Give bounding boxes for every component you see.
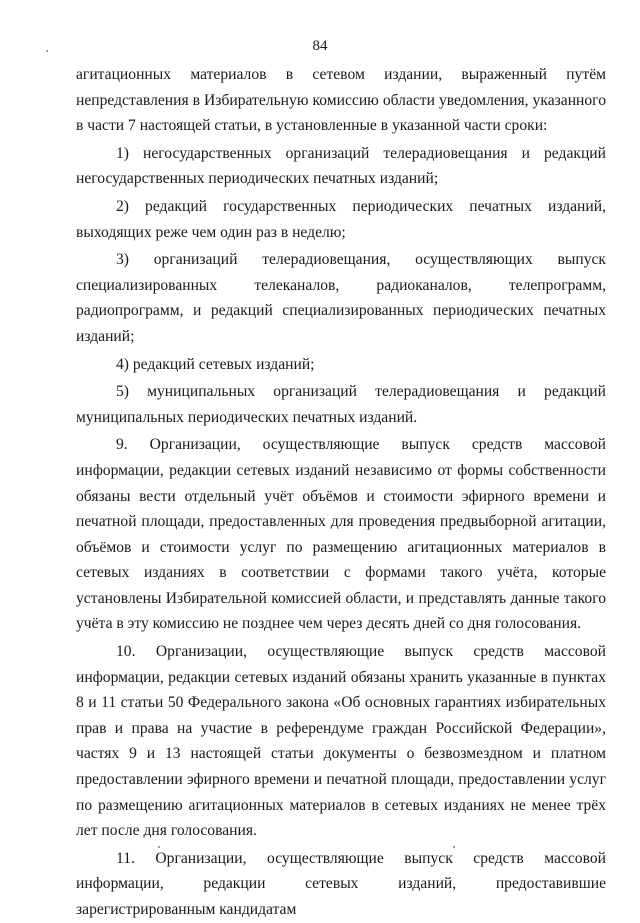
scan-speck [158, 846, 160, 848]
document-body [76, 62, 606, 923]
scan-speck [46, 50, 48, 52]
page-number: 84 [312, 38, 328, 54]
paragraph-10: 10. Организации, осуществляющие выпуск средств массовой информации, редакции сетевых изданий обязаны хранить указанные в пунктах 8 и 11 статьи 50 Федерального закона «Об основных гарантиях избирательных прав и права на участие в референдуме граждан Российской Федерации», частях 9 и 13 настоящей статьи документы о безвозмездном и платном предоставлении эфирного времени и печатной площади, предоставлении услуг по размещению агитационных материалов в сетевых изданиях не менее трёх лет после дня голосования. [76, 643, 606, 840]
list-item-5: 5) муниципальных организаций телерадиовещания и редакций муниципальных периодических печатных изданий. [76, 383, 606, 426]
list-item-1: 1) негосударственных организаций телерадиовещания и редакций негосударственных периодических печатных изданий; [76, 144, 606, 188]
scan-speck [453, 846, 455, 848]
list-item-3: 3) организаций телерадиовещания, осуществляющих выпуск специализированных телеканалов, радиоканалов, телепрограмм, радиопрограмм, и редакций специализированных периодических печатных изданий; [76, 251, 606, 345]
paragraph-9: 9. Организации, осуществляющие выпуск средств массовой информации, редакции сетевых изданий независимо от формы собственности обязаны вести отдельный учёт объёмов и стоимости эфирного времени и печатной площади, предоставленных для проведения предвыборной агитации, объёмов и стоимости услуг по размещению агитационных материалов в сетевых изданиях в соответствии с формами такого учёта, которые установлены Избирательной комиссией области, и представлять данные такого учёта в эту комиссию не позднее чем через десять дней со дня голосования. [76, 436, 606, 633]
paragraph-11: 11. Организации, осуществляющие выпуск средств массовой информации, редакции сетевых изданий, предоставившие зарегистрированным кандидатам [76, 849, 606, 918]
list-item-4: 4) редакций сетевых изданий; [116, 355, 315, 373]
list-item-2: 2) редакций государственных периодических печатных изданий, выходящих реже чем один раз в неделю; [76, 197, 606, 241]
paragraph-continuation: агитационных материалов в сетевом издании, выраженный путём непредставления в Избирательную комиссию области уведомления, указанного в части 7 настоящей статьи, в установленные в указанной части сроки: [76, 66, 606, 135]
